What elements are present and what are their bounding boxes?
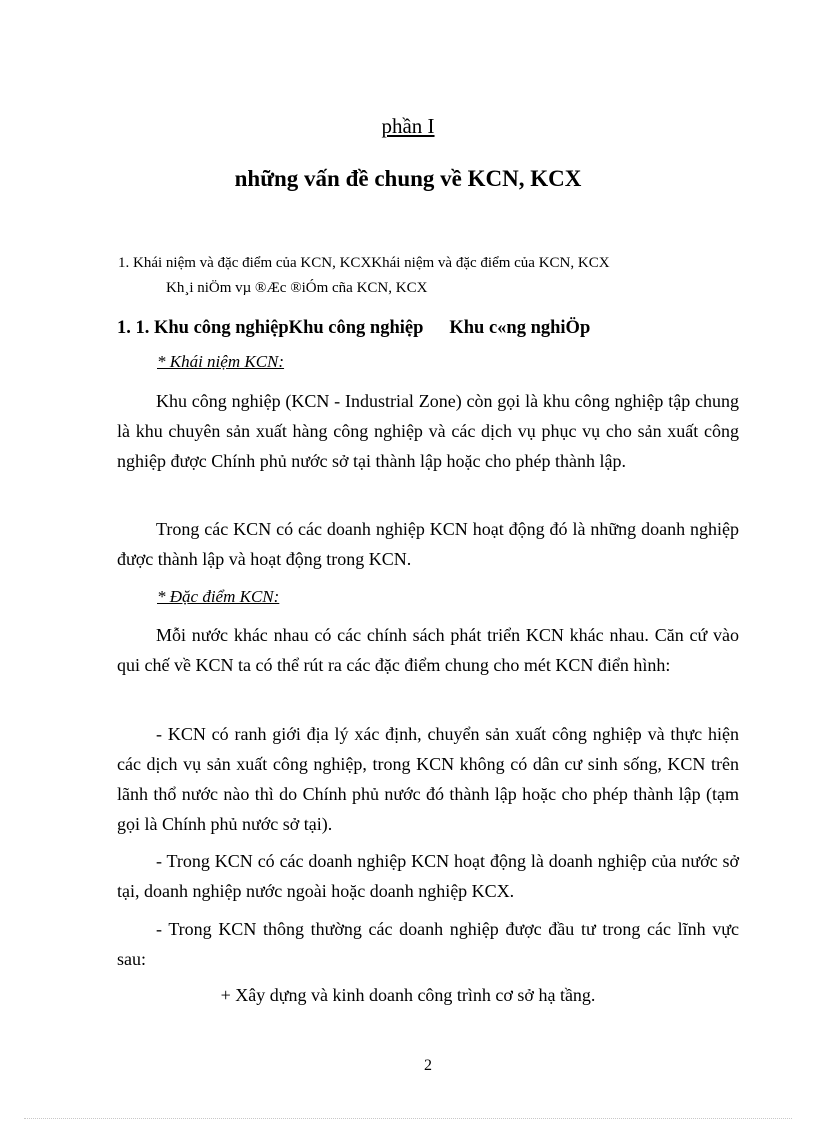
paragraph-enterprises: Trong các KCN có các doanh nghiệp KCN hoạt động đó là những doanh nghiệp được thành lập và hoạt động trong KCN. xyxy=(117,519,739,569)
paragraph-definition: Khu công nghiệp (KCN - Industrial Zone) còn gọi là khu công nghiệp tập chung là khu chuyên sản xuất hàng công nghiệp và các dịch vụ phục vụ cho sản xuất công nghiệp được Chính phủ nước sở tại thành lập hoặc cho phép thành lập. xyxy=(117,391,739,471)
toc-line-1: 1. Khái niệm và đặc điểm của KCN, KCXKhái niệm và đặc điểm của KCN, KCX xyxy=(118,255,610,271)
page-number: 2 xyxy=(424,1057,432,1074)
paragraph-features-intro: Mỗi nước khác nhau có các chính sách phát triển KCN khác nhau. Căn cứ vào qui chế về KCN ta có thể rút ra các đặc điểm chung cho mét KCN điển hình: xyxy=(117,625,739,675)
section-heading-main: 1. 1. Khu công nghiệpKhu công nghiệp xyxy=(117,318,424,338)
page-bottom-divider xyxy=(24,1118,792,1119)
part-label: phần I xyxy=(381,114,435,138)
bullet-item: + Xây dựng và kinh doanh công trình cơ sở hạ tầng. xyxy=(220,985,596,1005)
section-heading-extra: Khu c«ng nghiÖp xyxy=(449,318,591,338)
toc-line-2: Kh¸i niÖm vµ ®Æc ®iÓm cña KCN, KCX xyxy=(166,280,428,296)
paragraph-feature-boundary: - KCN có ranh giới địa lý xác định, chuyển sản xuất công nghiệp và thực hiện các dịch vụ sản xuất công nghiệp, trong KCN không có dân cư sinh sống, KCN trên lãnh thổ nước nào thì do Chính phủ nước đó thành lập hoặc cho phép thành lập (tạm gọi là Chính phủ nước sở tại). xyxy=(117,724,739,834)
chapter-title: những vấn đề chung về KCN, KCX xyxy=(234,166,582,191)
subheading-features: * Đặc điểm KCN: xyxy=(157,587,280,606)
subheading-concept: * Khái niệm KCN: xyxy=(157,352,285,371)
section-heading xyxy=(117,318,590,339)
paragraph-feature-fields: - Trong KCN thông thường các doanh nghiệp được đầu tư trong các lĩnh vực sau: xyxy=(117,919,739,969)
paragraph-feature-enterprises: - Trong KCN có các doanh nghiệp KCN hoạt động là doanh nghiệp của nước sở tại, doanh nghiệp nước ngoài hoặc doanh nghiệp KCX. xyxy=(117,851,739,901)
part-heading xyxy=(0,114,816,139)
